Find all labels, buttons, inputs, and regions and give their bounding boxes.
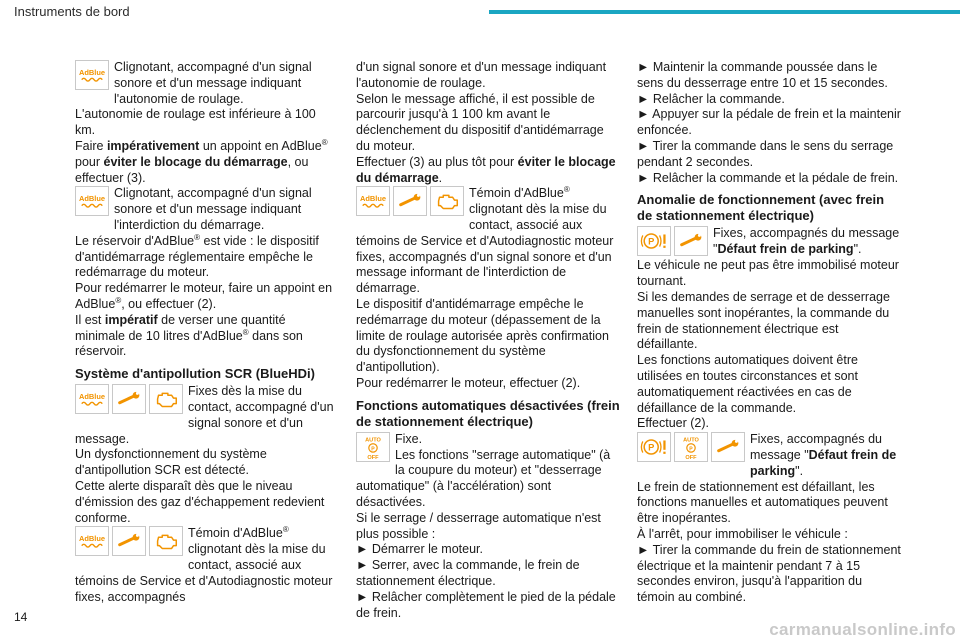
block-text: Clignotant, accompagné d'un signal sonore et d'un message indiquant l'interdiction du démarrage. [114, 186, 312, 232]
adblue-icon [75, 384, 109, 414]
paragraph: Selon le message affiché, il est possible de parcourir jusqu'à 1 100 km avant le déclenchement du dispositif d'antidémarrage du moteur. [356, 91, 604, 153]
warning-block [637, 226, 902, 258]
paragraph: Les fonctions automatiques doivent être utilisées en toutes circonstances et sont automatiquement réactivées en cas de défaillance de la commande. [637, 353, 858, 415]
paragraph: Il est impératif de verser une quantité minimale de 10 litres d'AdBlue® dans son réservoir. [75, 312, 303, 359]
icon-group [75, 526, 183, 556]
icon-group [356, 186, 464, 216]
column-2 [356, 60, 621, 621]
engine-icon [430, 186, 464, 216]
paragraph: Un dysfonctionnement du système d'antipollution SCR est détecté. [75, 447, 267, 478]
adblue-icon [356, 186, 390, 216]
watermark: carmanualsonline.info [769, 620, 956, 639]
auto-off-icon [674, 432, 708, 462]
paragraph: Le dispositif d'antidémarrage empêche le redémarrage du moteur (dépassement de la limite de roulage autorisée après confirmation du dysfonctionnement du système d'antipollution). [356, 296, 609, 375]
paragraph: Pour redémarrer le moteur, faire un appoint en AdBlue®, ou effectuer (2). [75, 281, 333, 311]
paragraph: Le frein de stationnement est défaillant, les fonctions manuelles et automatiques peuvent être inopérantes. [637, 479, 888, 526]
header-accent-bar [489, 10, 960, 14]
warning-block [356, 432, 621, 511]
auto-off-icon [356, 432, 390, 462]
column-3 [637, 60, 902, 606]
warning-block [356, 186, 621, 297]
paragraph: Cette alerte disparaît dès que le niveau d'émission des gaz d'échappement redevient conforme. [75, 478, 325, 525]
warning-block [75, 60, 337, 107]
warning-block [75, 384, 337, 447]
paragraph: d'un signal sonore et d'un message indiquant l'autonomie de roulage. [356, 60, 607, 90]
paragraph: Si les demandes de serrage et de desserrage manuelles sont inopérantes, la commande du frein de stationnement électrique est défaillante. [637, 289, 890, 352]
section-heading: Système d'antipollution SCR (BlueHDi) [75, 366, 315, 382]
warning-block [75, 186, 337, 233]
step: ► Serrer, avec la commande, le frein de stationnement électrique. [356, 558, 580, 588]
paragraph: Le réservoir d'AdBlue® est vide : le dispositif d'antidémarrage réglementaire empêche le redémarrage du moteur. [75, 232, 319, 280]
parking-brake-icon [637, 226, 671, 256]
paragraph: Effectuer (2). [637, 416, 710, 431]
wrench-icon [112, 384, 146, 414]
paragraph: À l'arrêt, pour immobiliser le véhicule : [637, 526, 848, 541]
engine-icon [149, 384, 183, 414]
adblue-icon [75, 60, 109, 90]
header-title: Instruments de bord [14, 4, 130, 19]
icon-group [637, 226, 708, 256]
block-text: Fixes, accompagnés du message "Défaut frein de parking". [713, 226, 900, 257]
step: ► Maintenir la commande poussée dans le sens du desserrage entre 10 et 15 secondes. [637, 60, 888, 90]
step: ► Relâcher complètement le pied de la pédale de frein. [356, 589, 616, 620]
icon-group [637, 432, 745, 462]
step: ► Démarrer le moteur. [356, 542, 483, 557]
step: ► Tirer la commande dans le sens du serrage pendant 2 secondes. [637, 138, 894, 169]
icon-group [75, 60, 109, 90]
paragraph: Si le serrage / desserrage automatique n'est plus possible : [356, 510, 601, 541]
block-text: Fixes, accompagnés du message "Défaut frein de parking". [750, 432, 897, 478]
paragraph: Faire impérativement un appoint en AdBlue® pour éviter le blocage du démarrage, ou effectuer (3). [75, 137, 328, 185]
warning-block [75, 526, 337, 605]
warning-block [637, 432, 902, 479]
wrench-icon [393, 186, 427, 216]
paragraph: Le véhicule ne peut pas être immobilisé moteur tournant. [637, 258, 899, 289]
wrench-icon [674, 226, 708, 256]
block-text: Fixes dès la mise du contact, accompagné d'un signal sonore et d'un message. [75, 384, 334, 446]
paragraph: Effectuer (3) au plus tôt pour éviter le blocage du démarrage. [356, 154, 616, 185]
section-heading: Anomalie de fonctionnement (avec frein de stationnement électrique) [637, 192, 885, 224]
wrench-icon [711, 432, 745, 462]
icon-group [75, 186, 109, 216]
paragraph: L'autonomie de roulage est inférieure à 100 km. [75, 107, 316, 138]
engine-icon [149, 526, 183, 556]
page-number: 14 [14, 610, 28, 624]
adblue-icon [75, 526, 109, 556]
step: ► Relâcher la commande. [637, 91, 785, 106]
step: ► Tirer la commande du frein de stationnement électrique et la maintenir pendant 7 à 15 secondes environ, jusqu'à l'apparition du témoin au combiné. [637, 542, 901, 605]
step: ► Relâcher la commande et la pédale de frein. [637, 170, 899, 185]
adblue-icon [75, 186, 109, 216]
block-text: Témoin d'AdBlue® clignotant dès la mise du contact, associé aux témoins de Service et d'Autodiagnostic moteur fixes, accompagnés [75, 526, 333, 604]
block-text: Clignotant, accompagné d'un signal sonore et d'un message indiquant l'autonomie de roulage. [114, 60, 312, 106]
paragraph: Pour redémarrer le moteur, effectuer (2). [356, 375, 581, 390]
icon-group [356, 432, 390, 462]
block-text: Fixe. Les fonctions "serrage automatique" (à la coupure du moteur) et "desserrage automatique" (à l'accélération) sont désactivées. [356, 431, 611, 509]
block-text: Témoin d'AdBlue® clignotant dès la mise du contact, associé aux témoins de Service et d'Autodiagnostic moteur fixes, accompagnés d'un signal sonore et d'un message informant de l'interdiction de démarrage. [356, 186, 614, 296]
column-1 [75, 60, 337, 605]
section-heading: Fonctions automatiques désactivées (frein de stationnement électrique) [356, 397, 620, 429]
wrench-icon [112, 526, 146, 556]
icon-group [75, 384, 183, 414]
parking-brake-icon [637, 432, 671, 462]
step: ► Appuyer sur la pédale de frein et la maintenir enfoncée. [637, 107, 901, 138]
